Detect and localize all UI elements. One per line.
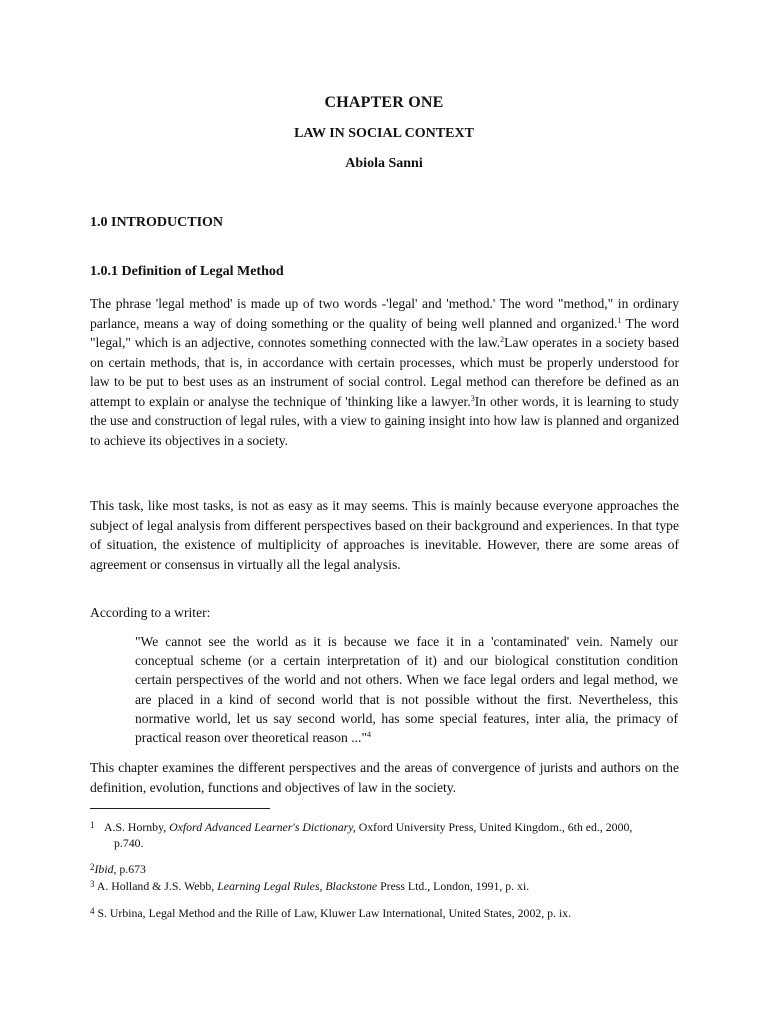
footnote-3	[90, 876, 690, 894]
footnote-continuation: p.740.	[114, 836, 144, 850]
section-heading-introduction: 1.0 INTRODUCTION	[90, 215, 224, 230]
footnote-number: 1	[90, 820, 95, 830]
quote-text: "We cannot see the world as it is because we face it in a 'contaminated' vein. Namely our conceptual scheme (or a certain interpretation of it) and our biological constitution condition certain perspectives of the world and not others. When we face legal orders and legal method, we are placed in a kind of second world that is not possible without the first. Nevertheless, this normative world, let us say second world, has some special features, inter alia, the primacy of practical reason over theoretical reason ..."	[135, 634, 678, 746]
footnote-4	[90, 903, 690, 921]
footnote-text: S. Urbina, Legal Method and the Rille of Law, Kluwer Law International, United States, 2002, p. ix.	[94, 906, 572, 920]
paragraph-text: The phrase 'legal method' is made up of two words -'legal' and 'method.' The word "method," in ordinary parlance, means a way of doing something or the quality of being well planned and organized.	[90, 296, 679, 331]
author-name: Abiola Sanni	[345, 156, 423, 171]
footnote-number: 2	[90, 862, 95, 872]
paragraph-text: In other words, it is learning to study the use and construction of legal rules, with a view to gaining insight into how law is planned and organized to achieve its objectives in a society.	[90, 393, 679, 448]
footnote-text: A. Holland & J.S. Webb,	[94, 879, 218, 893]
chapter-subtitle: LAW IN SOCIAL CONTEXT	[294, 126, 474, 141]
paragraph-chapter-summary: This chapter examines the different perspectives and the areas of convergence of jurists and authors on the definition, evolution, functions and objectives of law in the society.	[90, 760, 679, 795]
footnote-number: 4	[90, 906, 95, 916]
paragraph-writer-intro: According to a writer:	[90, 605, 211, 620]
footnote-2	[90, 859, 690, 877]
footnote-number: 3	[90, 879, 95, 889]
footnote-text: Press Ltd., London, 1991, p. xi.	[377, 879, 530, 893]
footnote-title: Learning Legal Rules, Blackstone	[217, 879, 378, 893]
footnote-title: Oxford Advanced Learner's Dictionary,	[169, 820, 356, 834]
footnote-text: p.673	[116, 862, 146, 876]
footnote-1	[90, 817, 690, 851]
footnote-text: Oxford University Press, United Kingdom., 6th ed., 2000,	[355, 820, 633, 834]
footnote-ibid: Ibid,	[94, 862, 117, 876]
footnote-marker-1[interactable]: 1	[617, 315, 622, 325]
paragraph-definition	[90, 294, 679, 450]
section-heading-definition: 1.0.1 Definition of Legal Method	[90, 264, 284, 279]
chapter-title: CHAPTER ONE	[324, 94, 444, 111]
footnote-divider	[90, 808, 270, 809]
footnote-marker-3[interactable]: 3	[470, 393, 475, 403]
footnote-marker-2[interactable]: 2	[500, 335, 505, 344]
footnote-marker-4[interactable]: 4	[367, 730, 371, 740]
footnote-text: A.S. Hornby,	[104, 820, 170, 834]
paragraph-text: The word "legal," which is an adjective, connotes something connected with the law.	[90, 315, 679, 350]
paragraph-task: This task, like most tasks, is not as easy as it may seems. This is mainly because everyone approaches the subject of legal analysis from different perspectives based on their background and experiences. In that type of situation, the existence of multiplicity of approaches is inevitable. However, there are some areas of agreement or consensus in virtually all the legal analysis.	[90, 498, 679, 572]
block-quote	[135, 632, 678, 747]
paragraph-text: Law operates in a society based on certain methods, that is, in accordance with certain processes, which must be properly understood for law to be put to best uses as an instrument of social control. Legal method can therefore be defined as an attempt to explain or analyse the technique of 'thinking like a lawyer.	[90, 335, 680, 409]
